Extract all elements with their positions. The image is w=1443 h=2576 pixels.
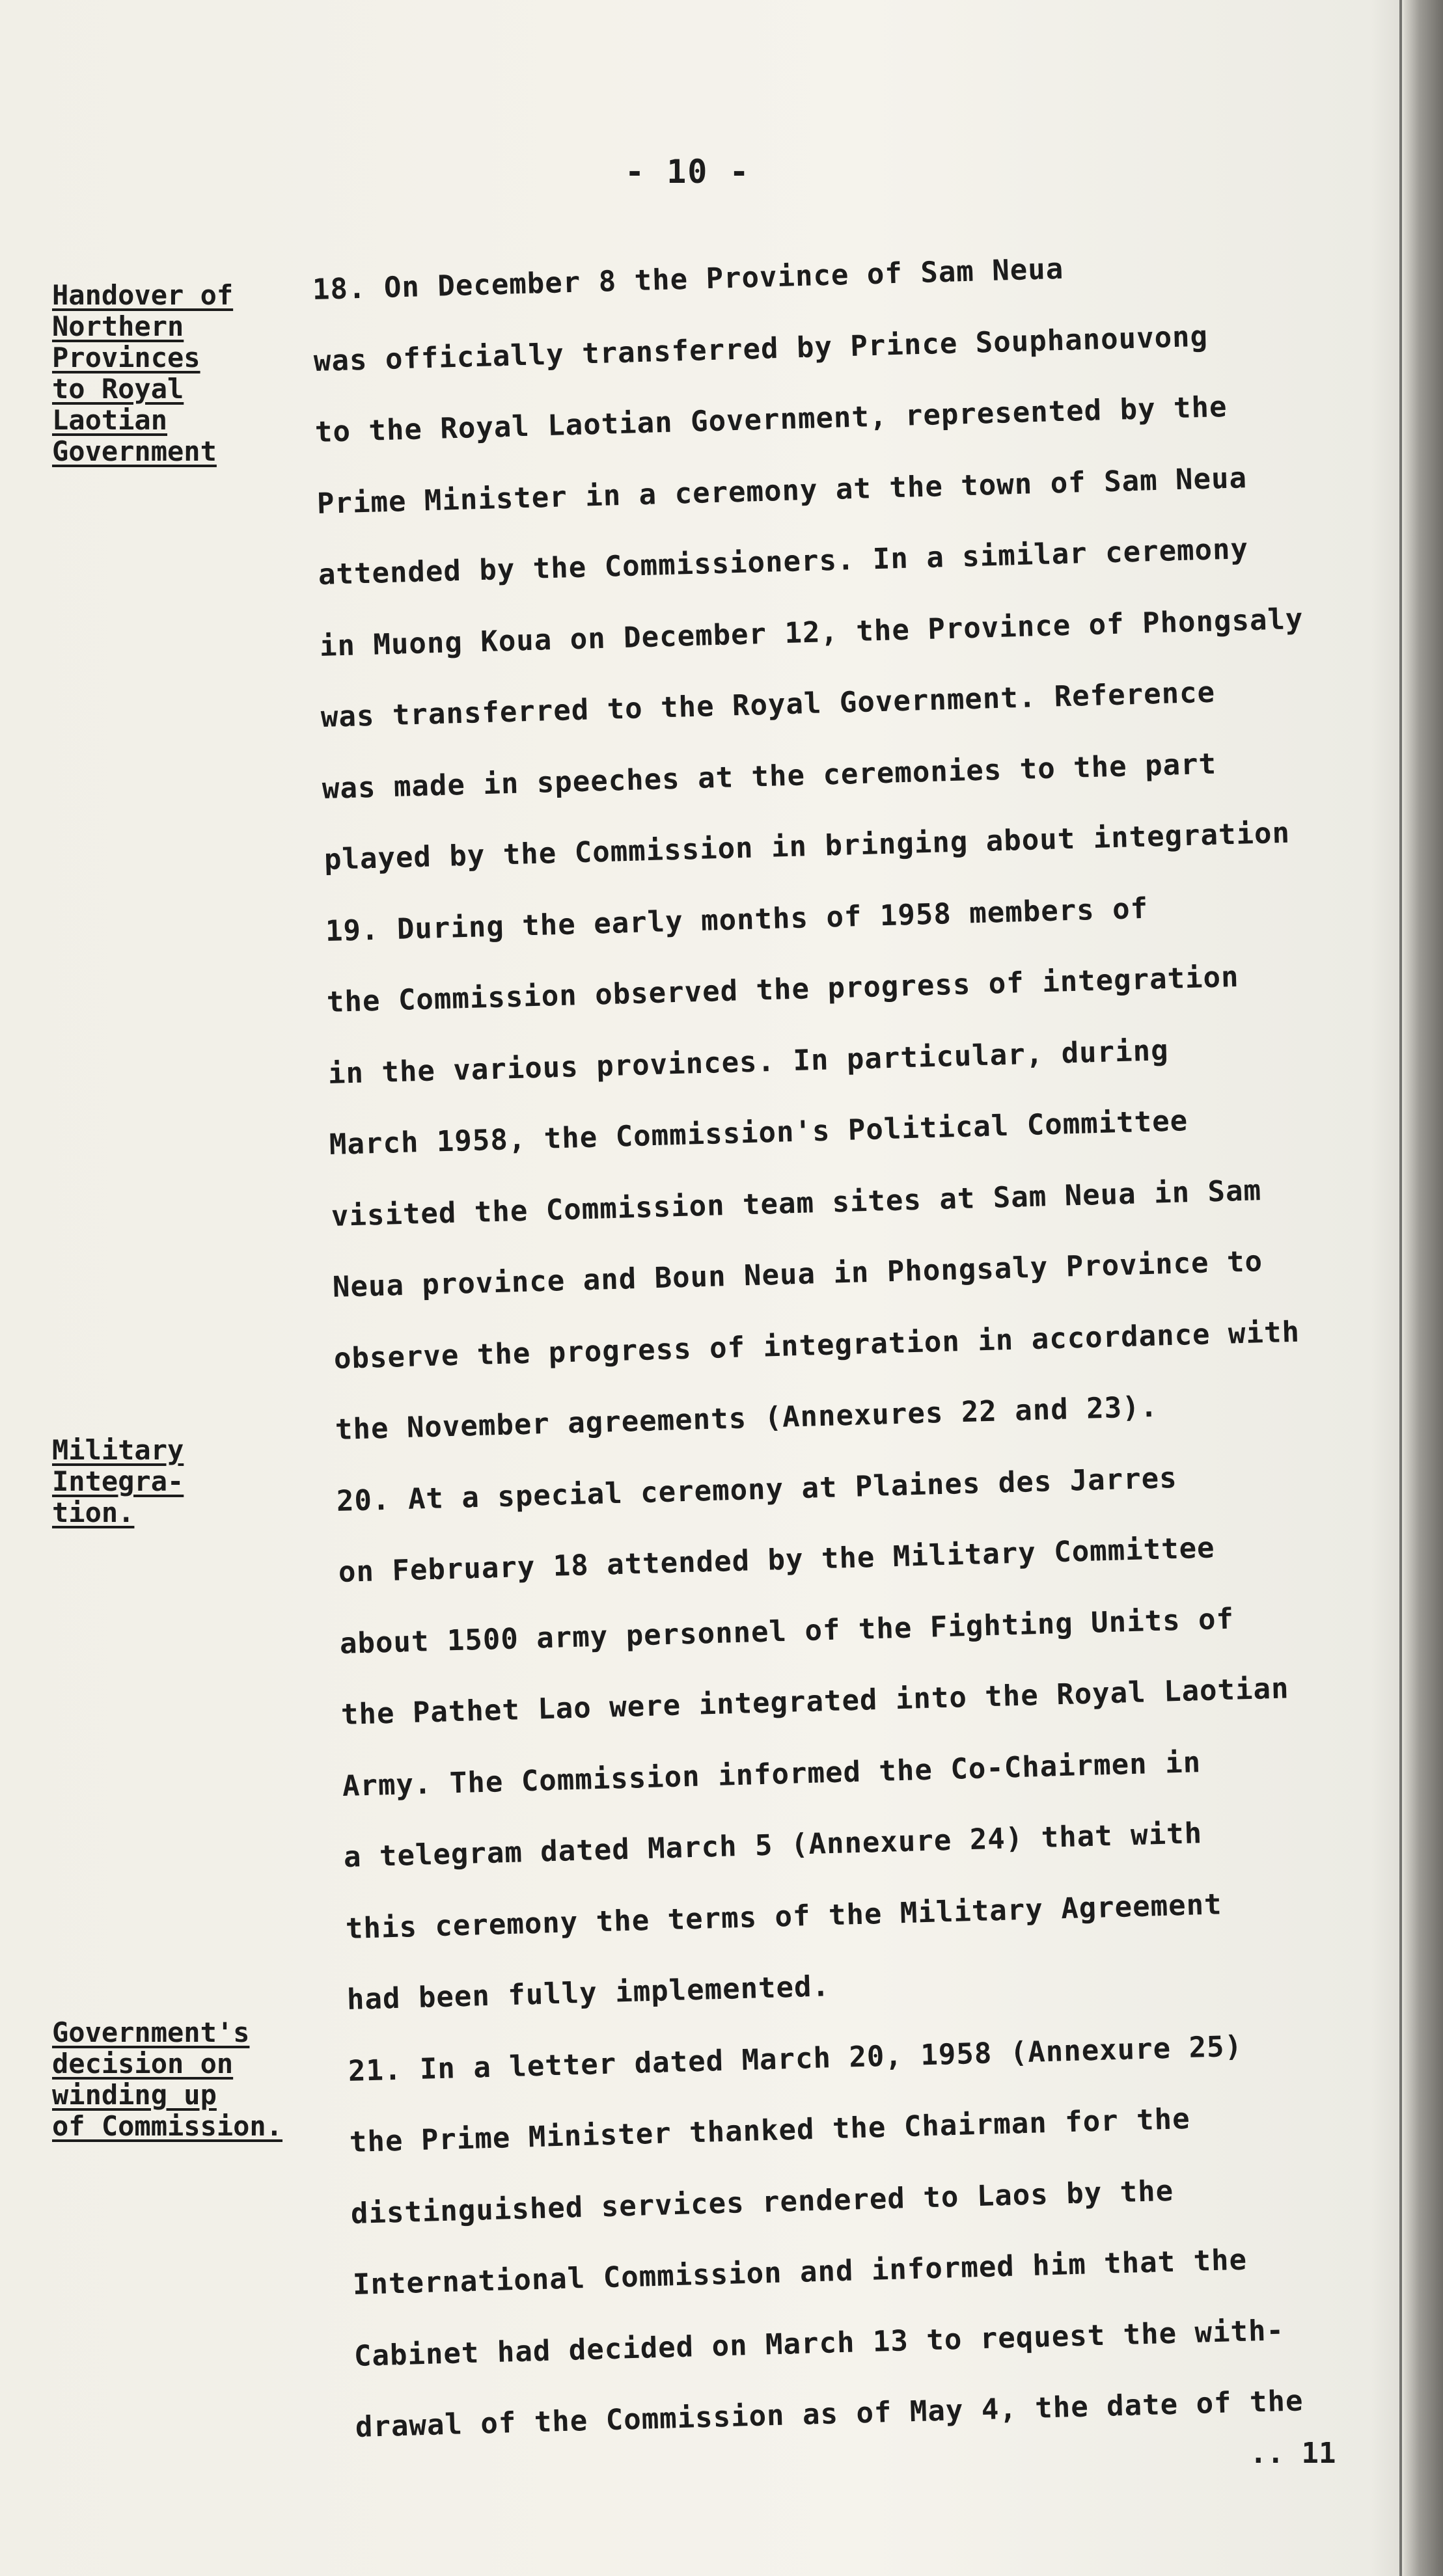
body-line: on February 18 attended by the Military Committee	[337, 1531, 1215, 1589]
body-line: played by the Commission in bringing about integration	[323, 816, 1291, 876]
body-line: Cabinet had decided on March 13 to request the with-	[353, 2313, 1285, 2373]
margin-note-line: Northern	[52, 310, 184, 342]
margin-note-line: Government's	[52, 2016, 250, 2048]
margin-note-line: winding up	[52, 2079, 217, 2111]
body-line: Army. The Commission informed the Co-Chairmen in	[342, 1745, 1202, 1803]
body-line: about 1500 army personnel of the Fighting Units of	[339, 1602, 1235, 1661]
body-line: the Prime Minister thanked the Chairman for the	[349, 2102, 1191, 2159]
body-line: the Pathet Lao were integrated into the Royal Laotian	[340, 1672, 1290, 1731]
margin-note-line: of Commission.	[52, 2110, 283, 2142]
binding-line	[1399, 0, 1402, 2576]
body-line: the November agreements (Annexures 22 and 23).	[335, 1390, 1159, 1446]
margin-note-handover	[52, 280, 233, 467]
margin-note-line: tion.	[52, 1497, 135, 1528]
margin-note-government	[52, 2017, 282, 2142]
body-line: attended by the Commissioners. In a similar ceremony	[318, 532, 1249, 591]
continued-marker: .. 11	[1250, 2437, 1336, 2470]
margin-note-line: Government	[52, 435, 217, 467]
margin-note-military	[52, 1435, 184, 1528]
margin-note-line: decision on	[52, 2048, 234, 2080]
margin-note-line: Integra-	[52, 1465, 184, 1497]
body-line: this ceremony the terms of the Military Agreement	[344, 1887, 1222, 1946]
body-line: International Commission and informed him that the	[351, 2243, 1248, 2301]
body-line: a telegram dated March 5 (Annexure 24) that with	[343, 1817, 1203, 1874]
body-line: drawal of the Commission as of May 4, the date of the	[355, 2384, 1304, 2444]
body-line: 20. At a special ceremony at Plaines des Jarres	[336, 1461, 1178, 1518]
margin-note-line: Handover of	[52, 279, 234, 311]
margin-note-line: Military	[52, 1434, 184, 1466]
body-line: the Commission observed the progress of integration	[326, 960, 1240, 1019]
body-line: was transferred to the Royal Government. Reference	[320, 675, 1216, 734]
body-line: March 1958, the Commission's Political Committee	[329, 1104, 1189, 1161]
body-line: 18. On December 8 the Province of Sam Neua	[312, 252, 1064, 306]
body-line: Prime Minister in a ceremony at the town of Sam Neua	[316, 461, 1248, 521]
page-number: - 10 -	[625, 153, 750, 191]
body-line: visited the Commission team sites at Sam Neua in Sam	[330, 1173, 1262, 1233]
binding-edge	[1404, 0, 1443, 2576]
body-line: Neua province and Boun Neua in Phongsaly Province to	[332, 1245, 1263, 1304]
margin-note-line: to Royal	[52, 373, 184, 405]
margin-note-line: Provinces	[52, 342, 200, 373]
body-line: 19. During the early months of 1958 members of	[325, 891, 1149, 948]
body-line: in the various provinces. In particular, during	[327, 1033, 1170, 1091]
margin-note-line: Laotian	[52, 404, 168, 436]
body-line: had been fully implemented.	[346, 1970, 831, 2016]
body-line: to the Royal Laotian Government, represented by the	[314, 390, 1228, 449]
body-line: 21. In a letter dated March 20, 1958 (Annexure 25)	[348, 2029, 1243, 2088]
body-line: observe the progress of integration in accordance with	[333, 1315, 1300, 1376]
body-line: was officially transferred by Prince Souphanouvong	[313, 319, 1209, 378]
body-line: distinguished services rendered to Laos by the	[350, 2174, 1175, 2230]
body-line: was made in speeches at the ceremonies to the part	[322, 747, 1218, 806]
body-line: in Muong Koua on December 12, the Province of Phongsaly	[319, 602, 1304, 663]
